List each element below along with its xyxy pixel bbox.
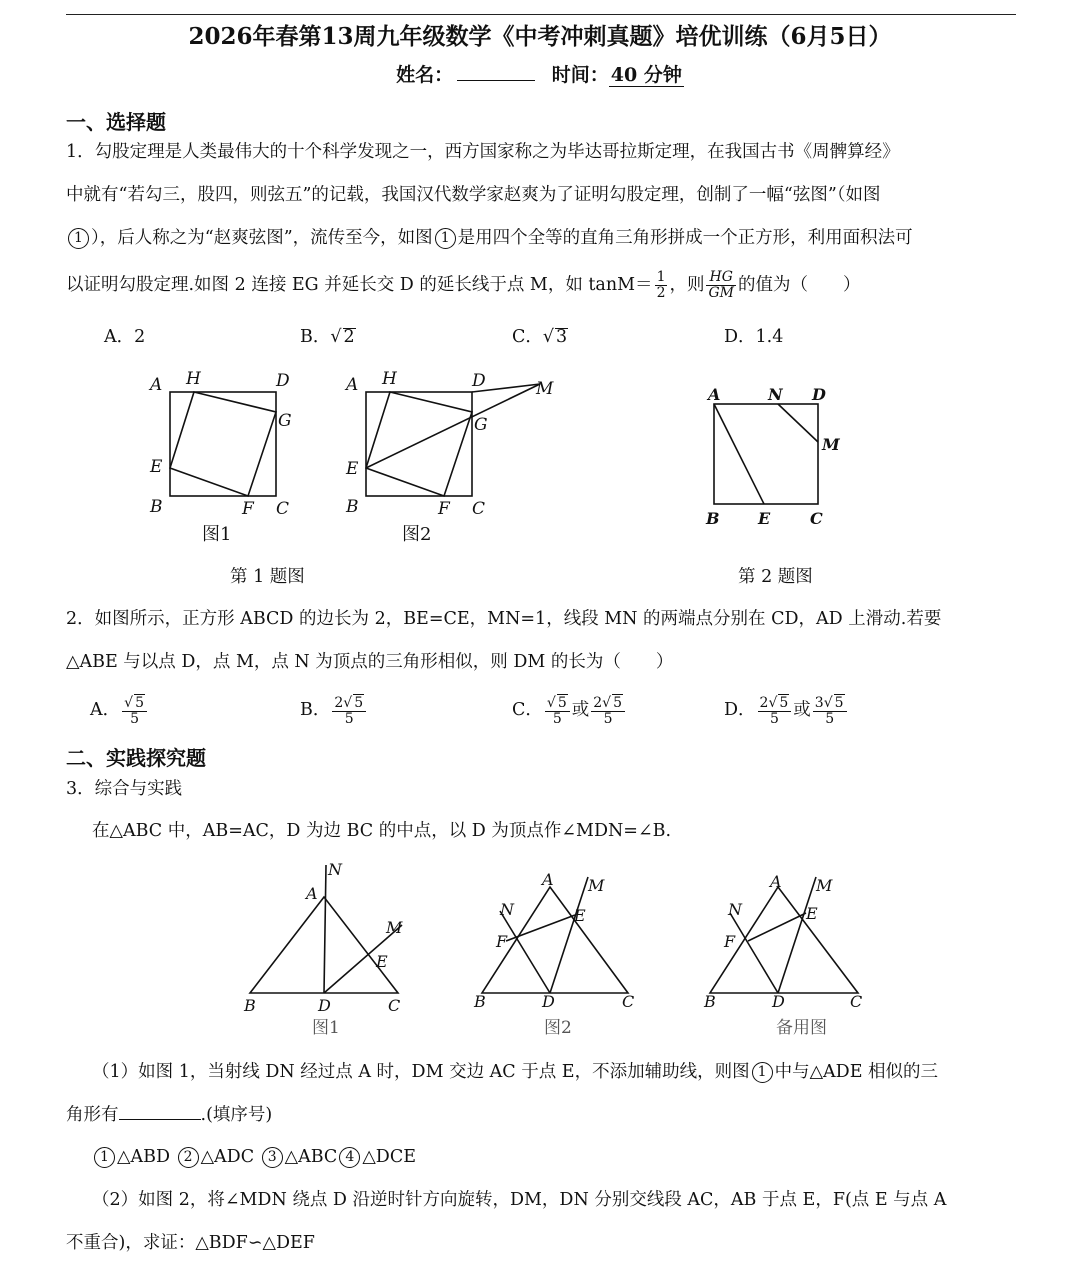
svg-text:N: N [500,900,514,919]
svg-text:A: A [542,870,554,889]
circled-number: 1 [435,228,456,249]
svg-text:F: F [496,932,508,951]
svg-text:G: G [278,411,292,431]
time-value: 40 分钟 [610,64,682,86]
circled-number: 1 [68,228,89,249]
section2-title: 二、实践探究题 [66,746,206,770]
header-info [0,60,1080,87]
page-title: 2026年春第13周九年级数学《中考冲刺真题》培优训练（6月5日） [188,23,892,50]
line-fe3 [748,913,806,941]
q1-option-b: B．√ 2 [300,327,355,347]
line-fe2 [506,915,575,941]
svg-text:E: E [758,509,771,528]
q3-fig3-caption: 备用图 [776,1018,827,1038]
q3-heading: 3．综合与实践 [66,779,183,799]
svg-text:M: M [588,876,605,895]
svg-text:D: D [318,996,331,1015]
svg-text:F: F [438,499,450,519]
svg-text:B: B [346,497,359,517]
svg-text:E: E [806,904,818,923]
sqrt-icon: √ [542,327,555,347]
section1-title: 一、选择题 [66,110,166,134]
q2-option-c: C． $\frac{√ 5}{5}$ 或 $\frac{2√ 5}{5}$ [512,694,627,727]
svg-text:D: D [542,992,555,1011]
q1-fig-caption: 第 1 题图 [230,567,305,587]
svg-text:A: A [306,884,318,903]
svg-text:G: G [474,415,488,435]
svg-text:D: D [472,371,486,391]
line-nm [778,404,818,442]
q1-line4c: 的值为（ ） [738,275,861,295]
svg-text:D: D [276,371,290,391]
q3-fig2-caption: 图2 [544,1018,572,1038]
name-blank [457,79,535,81]
q2-line1: 2．如图所示，正方形 ABCD 的边长为 2，BE=CE，MN=1，线段 MN 的两端点分别在 CD，AD 上滑动.若要 [66,609,942,629]
svg-text:B: B [706,509,720,528]
svg-text:F: F [242,499,254,519]
svg-text:M: M [816,876,833,895]
svg-text:E: E [574,906,586,925]
q1-line3 [66,227,913,249]
sqrt-icon: √ [330,327,342,347]
svg-text:E: E [346,459,359,479]
svg-text:C: C [472,499,486,519]
q1-line4 [66,270,861,301]
q1-option-a: A．2 [104,327,146,347]
q3-figures [230,855,890,1045]
q1-line3a: ），后人称之为“赵爽弦图”，流传至今，如图 [91,228,433,248]
svg-text:H: H [186,369,201,389]
svg-text:M: M [822,435,840,454]
q2-option-b: B． $\frac{2√ 5}{5}$ [300,694,368,727]
q2-square [714,404,818,504]
fraction-hg-gm: $\frac{HG}{GM}$ [708,269,735,301]
q2-fig-caption: 第 2 题图 [738,567,813,587]
ray-dn [324,865,326,993]
header-rule [66,14,1016,15]
q1-option-c: C．√ 3 [512,327,568,347]
q1-line2: 中就有“若勾三，股四，则弦五”的记载，我国汉代数学家赵爽为了证明勾股定理，创制了一幅“弦图”（如图 [66,185,881,205]
svg-text:N: N [328,860,342,879]
svg-text:B: B [474,992,486,1011]
q1-figures [140,360,570,560]
fig2-inner-square [366,392,472,496]
svg-text:M: M [386,918,403,937]
circled-number: 1 [752,1062,773,1083]
fig1-inner-square [170,392,276,496]
q1-line4a: 以证明勾股定理.如图 2 连接 EG 并延长交 D 的延长线于点 M，如 tanM＝ [66,275,653,295]
q1-line3b: 是用四个全等的直角三角形拼成一个正方形，利用面积法可 [457,228,913,248]
line-em [366,384,540,468]
answer-blank[interactable] [119,1118,201,1120]
svg-text:M: M [536,379,554,399]
svg-text:A: A [150,375,163,395]
fig1-caption: 图1 [202,524,232,545]
svg-text:A: A [346,375,359,395]
svg-text:N: N [728,900,742,919]
svg-text:F: F [724,932,736,951]
svg-text:C: C [276,499,290,519]
q2-line2: △ABE 与以点 D，点 M，点 N 为顶点的三角形相似，则 DM 的长为（ ） [66,652,674,672]
svg-text:H: H [382,369,397,389]
q1-line1: 1．勾股定理是人类最伟大的十个科学发现之一，西方国家称之为毕达哥拉斯定理，在我国古书《周髀算经》 [66,142,900,162]
svg-text:C: C [622,992,635,1011]
q2-option-d: D． $\frac{2√ 5}{5}$ 或 $\frac{3√ 5}{5}$ [724,694,849,727]
svg-text:D: D [772,992,785,1011]
name-label: 姓名： [396,64,454,86]
q2-option-a: A． $\frac{√ 5}{5}$ [90,694,149,727]
q3-choices: 1 △ABD 2 △ADC 3 △ABC 4 △DCE [92,1146,416,1168]
q2-figure [700,380,850,530]
svg-text:C: C [850,992,863,1011]
svg-text:A: A [708,385,721,404]
q3-part2-line1: （2）如图 2，将∠MDN 绕点 D 沿逆时针方向旋转，DM，DN 分别交线段 AC，AB 于点 E，F(点 E 与点 A [92,1190,947,1210]
q3-part1-line1: （1）如图 1，当射线 DN 经过点 A 时，DM 交边 AC 于点 E，不添加辅助线，则图 1 中与△ADE 相似的三 [92,1062,939,1082]
q3-intro: 在△ABC 中，AB=AC，D 为边 BC 的中点，以 D 为顶点作∠MDN=∠B. [92,821,672,841]
time-label: 时间： [551,64,609,86]
fig2-caption: 图2 [402,524,432,545]
svg-text:D: D [812,385,826,404]
q1-option-d: D．1.4 [724,327,784,347]
svg-text:E: E [150,457,163,477]
q3-fig1-caption: 图1 [312,1018,340,1038]
svg-text:B: B [150,497,163,517]
svg-text:B: B [704,992,716,1011]
fraction-half: $\frac{1}{2}$ [656,269,666,301]
q1-line4b: ，则 [669,275,705,295]
svg-text:A: A [770,872,782,891]
svg-text:B: B [244,996,256,1015]
svg-text:C: C [388,996,401,1015]
svg-text:N: N [768,385,783,404]
line-ae [714,404,764,504]
svg-text:C: C [810,509,823,528]
svg-text:E: E [376,952,388,971]
q3-part1-line2: 角形有 .(填序号) [66,1105,273,1125]
q3-part2-line2: 不重合)，求证：△BDF∽△DEF [66,1233,315,1253]
